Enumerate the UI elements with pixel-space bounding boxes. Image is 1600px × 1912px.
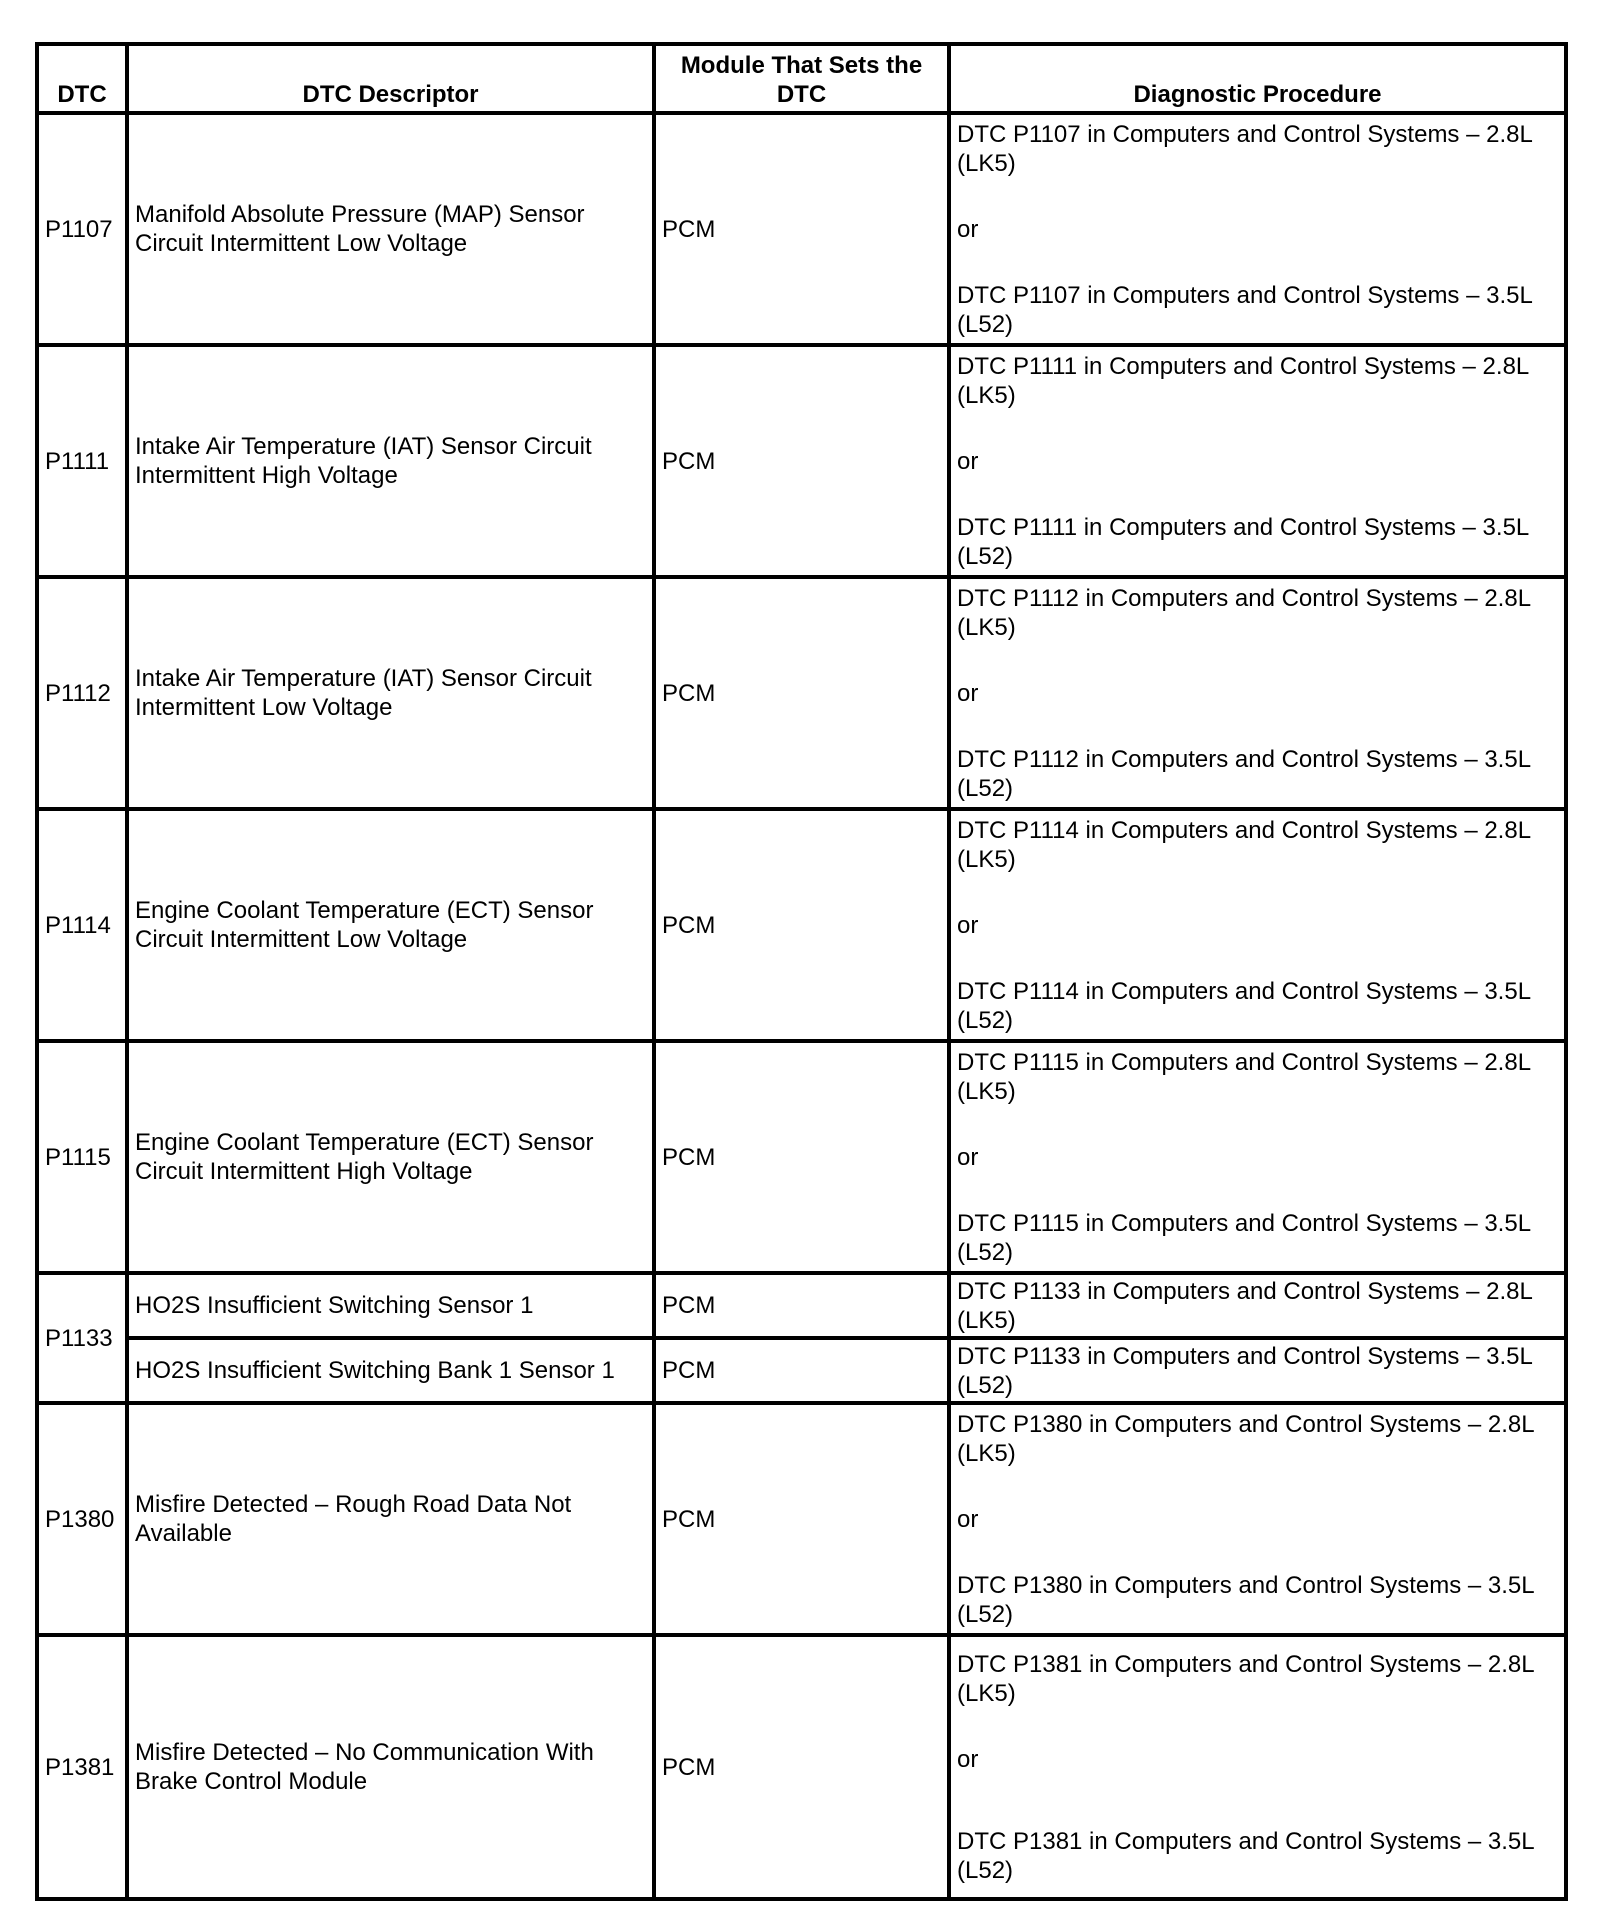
procedure-link[interactable]: DTC P1115 in Computers and Control Systems – 3.5L (L52)	[957, 1209, 1531, 1266]
diagnostic-procedure	[949, 1403, 1566, 1635]
or-text: or	[957, 1745, 979, 1773]
dtc-code: P1111	[37, 345, 127, 577]
or-text: or	[957, 1143, 979, 1171]
procedure-link[interactable]: DTC P1112 in Computers and Control Systems – 3.5L (L52)	[957, 745, 1531, 802]
procedure-link[interactable]: DTC P1381 in Computers and Control Systems – 3.5L (L52)	[957, 1827, 1534, 1884]
procedure-link[interactable]: DTC P1380 in Computers and Control Systems – 2.8L (LK5)	[957, 1410, 1534, 1467]
dtc-code: P1114	[37, 809, 127, 1041]
header-module: Module That Sets the DTC	[654, 44, 949, 113]
diagnostic-procedure	[949, 1041, 1566, 1273]
table-row	[37, 1338, 1566, 1403]
module: PCM	[654, 345, 949, 577]
or-text: or	[957, 911, 979, 939]
module: PCM	[654, 1403, 949, 1635]
diagnostic-procedure	[949, 1635, 1566, 1899]
dtc-descriptor: Misfire Detected – No Communication With Brake Control Module	[127, 1635, 654, 1899]
module: PCM	[654, 809, 949, 1041]
dtc-descriptor: HO2S Insufficient Switching Sensor 1	[127, 1273, 654, 1338]
header-procedure: Diagnostic Procedure	[949, 44, 1566, 113]
dtc-code: P1107	[37, 113, 127, 345]
table-row	[37, 1403, 1566, 1635]
diagnostic-procedure	[949, 1273, 1566, 1338]
diagnostic-procedure	[949, 113, 1566, 345]
or-text: or	[957, 447, 979, 475]
dtc-table	[35, 42, 1568, 1901]
module: PCM	[654, 577, 949, 809]
procedure-link[interactable]: DTC P1380 in Computers and Control Systems – 3.5L (L52)	[957, 1571, 1534, 1628]
dtc-descriptor: Intake Air Temperature (IAT) Sensor Circuit Intermittent Low Voltage	[127, 577, 654, 809]
table-row	[37, 577, 1566, 809]
or-text: or	[957, 679, 979, 707]
dtc-code: P1112	[37, 577, 127, 809]
table-row	[37, 113, 1566, 345]
header-dtc: DTC	[37, 44, 127, 113]
table-row	[37, 1635, 1566, 1899]
procedure-link[interactable]: DTC P1111 in Computers and Control Systems – 2.8L (LK5)	[957, 352, 1529, 409]
diagnostic-procedure	[949, 345, 1566, 577]
procedure-link[interactable]: DTC P1107 in Computers and Control Systems – 2.8L (LK5)	[957, 120, 1532, 177]
dtc-code: P1380	[37, 1403, 127, 1635]
procedure-link[interactable]: DTC P1115 in Computers and Control Systems – 2.8L (LK5)	[957, 1048, 1531, 1105]
dtc-descriptor: Engine Coolant Temperature (ECT) Sensor Circuit Intermittent High Voltage	[127, 1041, 654, 1273]
diagnostic-procedure	[949, 1338, 1566, 1403]
dtc-descriptor: Engine Coolant Temperature (ECT) Sensor Circuit Intermittent Low Voltage	[127, 809, 654, 1041]
dtc-descriptor: HO2S Insufficient Switching Bank 1 Sensor 1	[127, 1338, 654, 1403]
dtc-descriptor: Intake Air Temperature (IAT) Sensor Circuit Intermittent High Voltage	[127, 345, 654, 577]
table-row	[37, 345, 1566, 577]
dtc-code: P1133	[37, 1273, 127, 1403]
procedure-link[interactable]: DTC P1114 in Computers and Control Systems – 2.8L (LK5)	[957, 816, 1531, 873]
procedure-link[interactable]: DTC P1112 in Computers and Control Systems – 2.8L (LK5)	[957, 584, 1531, 641]
module: PCM	[654, 1041, 949, 1273]
procedure-link[interactable]: DTC P1111 in Computers and Control Systems – 3.5L (L52)	[957, 513, 1529, 570]
dtc-code: P1115	[37, 1041, 127, 1273]
module: PCM	[654, 1635, 949, 1899]
table-row	[37, 809, 1566, 1041]
header-descriptor: DTC Descriptor	[127, 44, 654, 113]
or-text: or	[957, 215, 979, 243]
dtc-descriptor: Manifold Absolute Pressure (MAP) Sensor Circuit Intermittent Low Voltage	[127, 113, 654, 345]
module: PCM	[654, 1338, 949, 1403]
procedure-link[interactable]: DTC P1107 in Computers and Control Systems – 3.5L (L52)	[957, 281, 1532, 338]
diagnostic-procedure	[949, 809, 1566, 1041]
diagnostic-procedure	[949, 577, 1566, 809]
dtc-descriptor: Misfire Detected – Rough Road Data Not Available	[127, 1403, 654, 1635]
procedure-link[interactable]: DTC P1133 in Computers and Control Systems – 2.8L (LK5)	[957, 1277, 1532, 1334]
header-row	[37, 44, 1566, 113]
module: PCM	[654, 1273, 949, 1338]
procedure-link[interactable]: DTC P1381 in Computers and Control Systems – 2.8L (LK5)	[957, 1650, 1534, 1707]
procedure-link[interactable]: DTC P1114 in Computers and Control Systems – 3.5L (L52)	[957, 977, 1531, 1034]
table-row	[37, 1041, 1566, 1273]
table-row	[37, 1273, 1566, 1338]
or-text: or	[957, 1505, 979, 1533]
dtc-code: P1381	[37, 1635, 127, 1899]
module: PCM	[654, 113, 949, 345]
procedure-link[interactable]: DTC P1133 in Computers and Control Systems – 3.5L (L52)	[957, 1342, 1532, 1399]
